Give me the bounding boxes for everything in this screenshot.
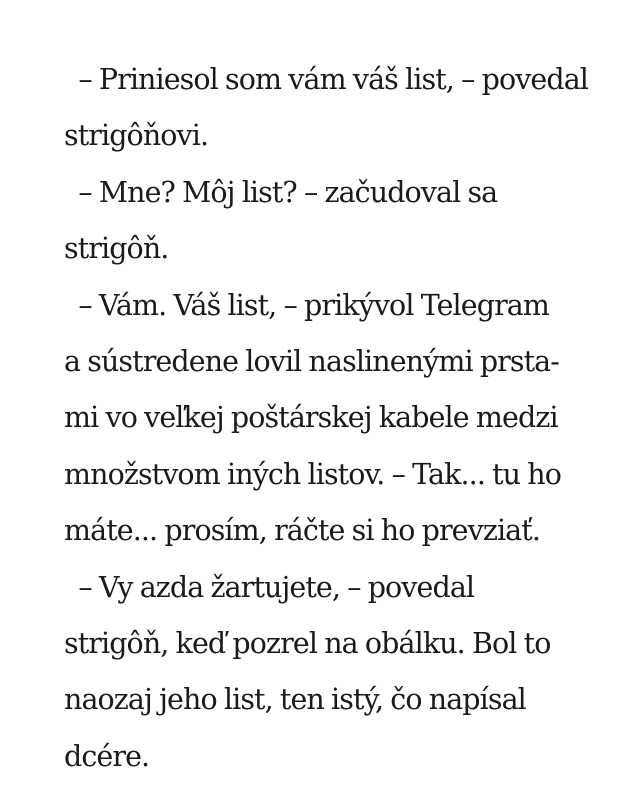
text-line: strigôň. — [64, 232, 169, 266]
text-line: strigôňovi. — [64, 119, 209, 153]
text-line: – Mne? Môj list? – začudoval sa — [64, 175, 498, 209]
text-line: strigôň, keď pozrel na obálku. Bol to — [64, 626, 551, 660]
text-line: máte... prosím, ráčte si ho prevziať. — [64, 514, 540, 548]
text-line: dcére. — [64, 739, 150, 773]
text-line: – Vy azda žartujete, – povedal — [64, 570, 475, 604]
text-body — [64, 52, 589, 785]
text-line: naozaj jeho list, ten istý, čo napísal — [64, 683, 526, 717]
text-line: – Priniesol som vám váš list, – povedal — [64, 63, 589, 96]
text-line: a sústredene lovil naslinenými prsta- — [64, 344, 560, 378]
text-line: množstvom iných listov. – Tak... tu ho — [64, 457, 562, 491]
text-line: mi vo veľkej poštárskej kabele medzi — [64, 401, 558, 435]
text-line: – Vám. Váš list, – prikývol Telegram — [64, 288, 550, 322]
